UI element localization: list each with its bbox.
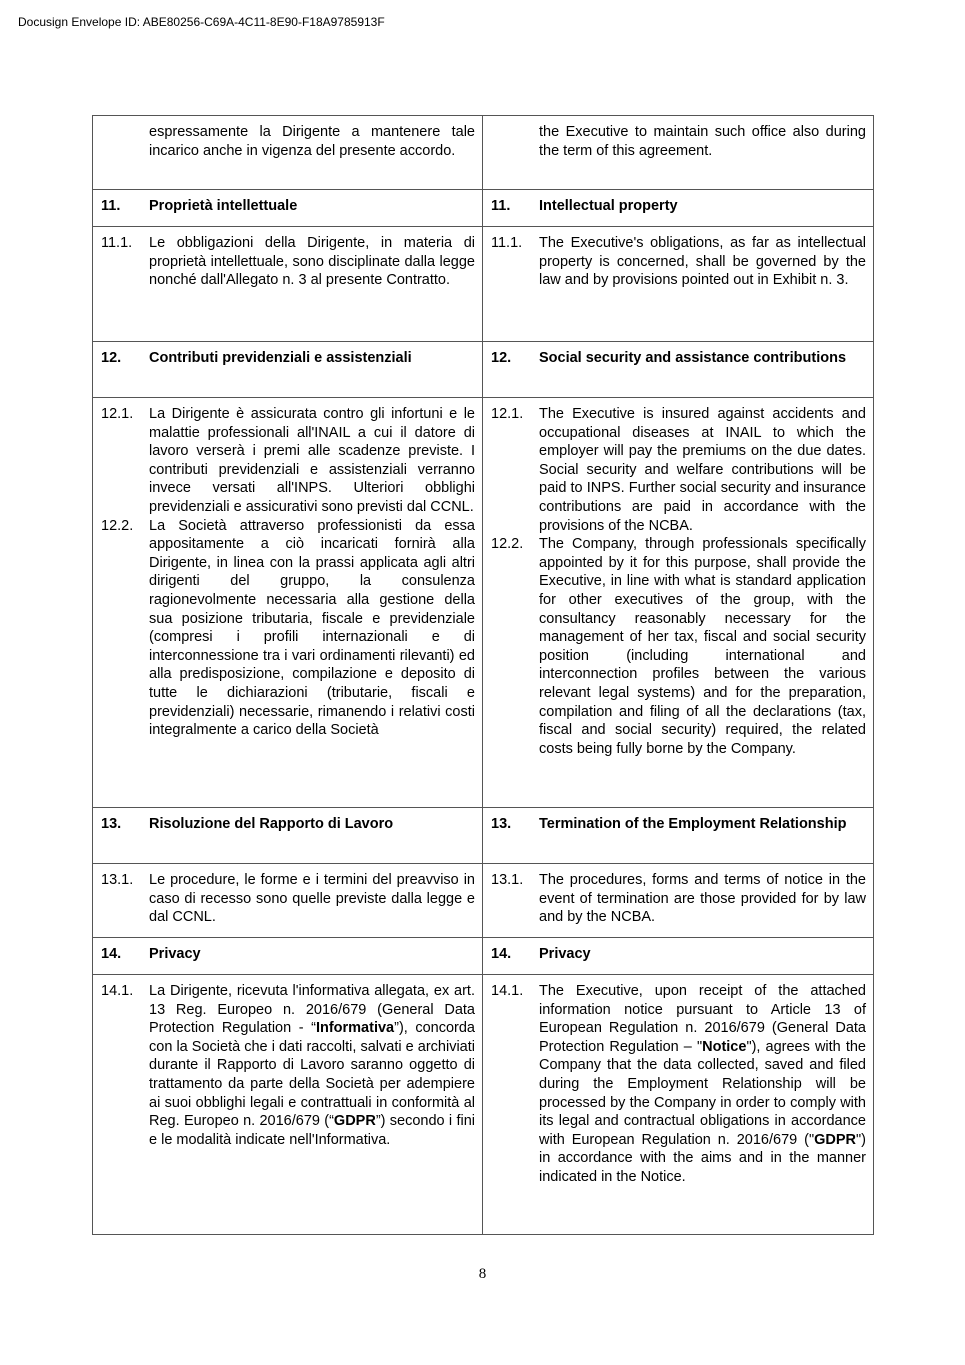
- clause-number: 13.1.: [491, 872, 524, 888]
- english-cell: [483, 938, 874, 975]
- section-heading: Termination of the Employment Relationship: [539, 816, 847, 832]
- clause-number: 11.1.: [491, 235, 523, 251]
- bilingual-contract-table: [92, 115, 874, 1235]
- clause-text: Le procedure, le forme e i termini del preavviso in caso di recesso sono quelle previste dalla legge e dal CCNL.: [149, 872, 475, 926]
- english-cell: [483, 808, 874, 864]
- clause-number: 12.1.: [491, 406, 524, 422]
- section-number: 14.: [491, 946, 512, 962]
- clause-number: 12.1.: [101, 406, 134, 422]
- clause-number: 14.1.: [101, 983, 134, 999]
- italian-cell: [93, 808, 483, 864]
- table-row: [93, 227, 874, 342]
- clause-text: The Company, through professionals specifically appointed by it for this purpose, shall provide the Executive, in line with what is standard application for other executives of the group, with the consultancy reasonably necessary for the management of her tax, fiscal and social security position (including international and interconnection profiles between the various relevant legal systems) and for the preparation, compilation and filing of all the declarations (tax, fiscal and social security) required, the related costs being fully borne by the Company.: [539, 536, 866, 757]
- english-cell: [483, 116, 874, 190]
- section-number: 14.: [101, 946, 122, 962]
- section-number: 12.: [101, 350, 122, 366]
- italian-cell: [93, 227, 483, 342]
- table-row: [93, 116, 874, 190]
- clause-text: La Società attraverso professionisti da essa appositamente a ciò incaricati fornirà alla Dirigente, in linea con la prassi applicata agli altri dirigenti del gruppo, la consulenza ragionevolmente necessaria alla gestione della sua posizione tributaria, fiscale e previdenziale (compresi i profili internazionali e di interconnessione tra i vari ordinamenti rilevanti) ed alla predisposizione, compilazione e deposito di tutte le dichiarazioni (tributarie, fiscali e previdenziali) necessarie, rimanendo i relativi costi integralmente a carico della Società: [149, 517, 475, 739]
- table-row: [93, 342, 874, 398]
- clause-text: Le obbligazioni della Dirigente, in materia di proprietà intellettuale, sono disciplinate dalla legge nonché dall'Allegato n. 3 al presente Contratto.: [149, 235, 475, 289]
- page-number: 8: [478, 1266, 487, 1282]
- table-row: [93, 864, 874, 938]
- english-cell: [483, 342, 874, 398]
- table-row: [93, 398, 874, 808]
- clause-number: 12.2.: [101, 517, 134, 534]
- italian-cell: [93, 342, 483, 398]
- italian-cell: [93, 398, 483, 808]
- table-row: [93, 808, 874, 864]
- english-cell: [483, 975, 874, 1235]
- clause-text: The Executive's obligations, as far as intellectual property is concerned, shall be governed by the law and by provisions pointed out in Exhibit n. 3.: [539, 235, 866, 289]
- clause-text: the Executive to maintain such office also during the term of this agreement.: [539, 124, 866, 159]
- table-row: [93, 975, 874, 1235]
- italian-cell: [93, 190, 483, 227]
- section-number: 11.: [101, 198, 121, 214]
- english-cell: [483, 398, 874, 808]
- clause-text: La Dirigente è assicurata contro gli infortuni e le malattie professionali all'INAIL a cui il datore di lavoro verserà i premi alle scadenze previste. I contributi previdenziali e assistenziali verranno invece versati all'INPS. Ulteriori obblighi previdenziali e assicurativi sono previsti dal CCNL.: [149, 406, 475, 515]
- section-heading: Privacy: [149, 946, 201, 962]
- table-row: [93, 938, 874, 975]
- section-number: 13.: [491, 816, 512, 832]
- italian-cell: [93, 864, 483, 938]
- section-heading: Risoluzione del Rapporto di Lavoro: [149, 816, 394, 832]
- table-row: [93, 190, 874, 227]
- clause-number: 14.1.: [491, 983, 524, 999]
- italian-cell: [93, 938, 483, 975]
- italian-cell: [93, 975, 483, 1235]
- section-heading: Intellectual property: [539, 198, 678, 214]
- clause-text: The Executive is insured against accidents and occupational diseases at INAIL to which the employer will pay the premiums on the due dates. Social security and welfare contributions will be paid to INPS. Further social security and insurance contributions are paid in accordance with the provisions of the NCBA.: [539, 406, 866, 534]
- english-cell: [483, 864, 874, 938]
- clause-text: espressamente la Dirigente a mantenere tale incarico anche in vigenza del presente accordo.: [149, 124, 475, 159]
- clause-text: The Executive, upon receipt of the attached information notice pursuant to Article 13 of European Regulation n. 2016/679 (General Data Protection Regulation – "Notice"), agrees with the Company that the data collected, saved and filed during the Employment Relationship will be processed by the Company in order to comply with its legal and contractual obligations in accordance with European Regulation n. 2016/679 ("GDPR") in accordance with the aims and in the manner indicated in the Notice.: [539, 983, 866, 1185]
- clause-number: 13.1.: [101, 872, 134, 888]
- clause-text: The procedures, forms and terms of notice in the event of termination are those provided for by law and by the NCBA.: [539, 872, 866, 926]
- section-heading: Contributi previdenziali e assistenziali: [149, 350, 412, 366]
- section-heading: Privacy: [539, 946, 591, 962]
- section-heading: Proprietà intellettuale: [149, 198, 298, 214]
- italian-cell: [93, 116, 483, 190]
- clause-number: 11.1.: [101, 235, 133, 251]
- section-number: 12.: [491, 350, 512, 366]
- section-number: 13.: [101, 816, 122, 832]
- docusign-envelope-id: Docusign Envelope ID: ABE80256-C69A-4C11-8E90-F18A9785913F: [18, 15, 385, 29]
- english-cell: [483, 190, 874, 227]
- section-heading: Social security and assistance contributions: [539, 350, 847, 366]
- clause-number: 12.2.: [491, 536, 524, 553]
- english-cell: [483, 227, 874, 342]
- clause-text: La Dirigente, ricevuta l'informativa allegata, ex art. 13 Reg. Europeo n. 2016/679 (General Data Protection Regulation - “Informativa”), concorda con la Società che i dati raccolti, salvati e archiviati durante il Rapporto di Lavoro saranno oggetto di trattamento da parte della Società per adempiere ai suoi obblighi legali e contrattuali in conformità al Reg. Europeo n. 2016/679 (“GDPR”) secondo i fini e le modalità indicate nell'Informativa.: [149, 983, 475, 1148]
- section-number: 11.: [491, 198, 511, 214]
